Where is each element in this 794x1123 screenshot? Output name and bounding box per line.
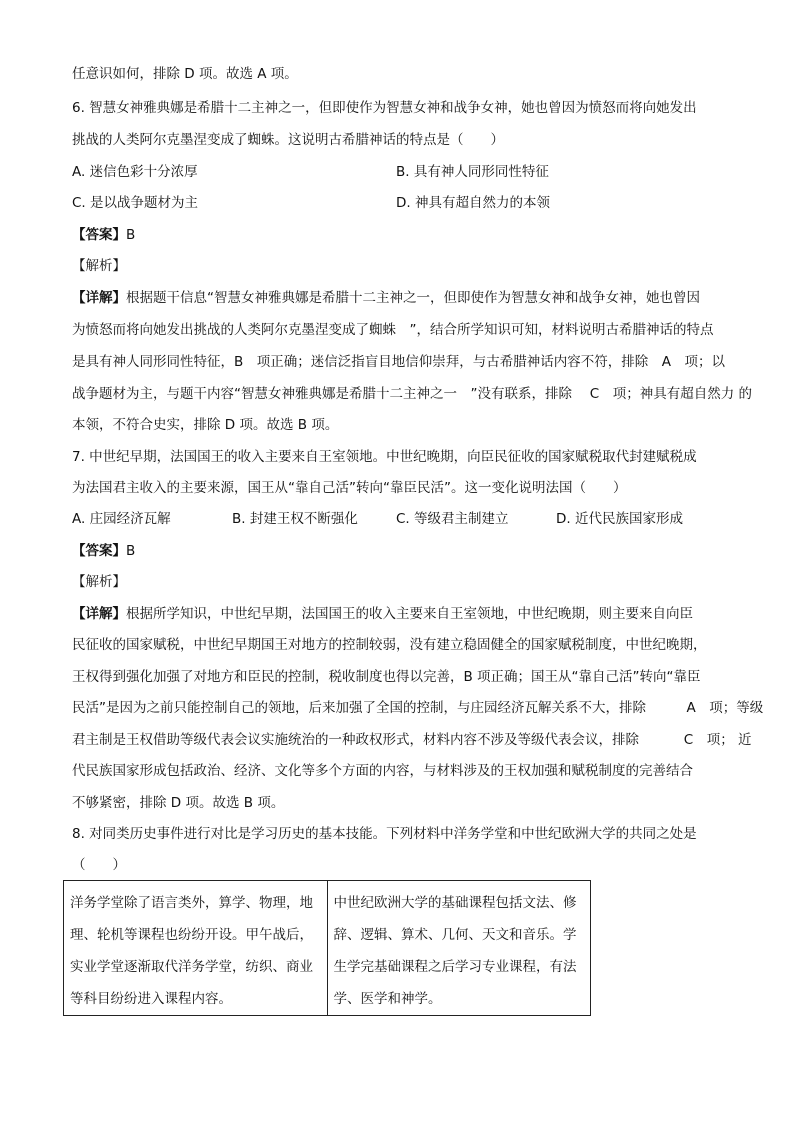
q6-detail-line: 本领，不符合史实，排除 D 项。故选 B 项。 bbox=[72, 417, 339, 433]
cell-line: 生学完基础课程之后学习专业课程，有法 bbox=[333, 959, 577, 975]
question-8-stem-cont: （ ） bbox=[72, 857, 126, 873]
table-cell-westernization-school bbox=[64, 881, 328, 1016]
q7-option-a: A. 庄园经济瓦解 bbox=[72, 511, 171, 527]
q6-option-c: C. 是以战争题材为主 bbox=[72, 195, 199, 211]
q7-detail-line: 民活”是因为之前只能控制自己的领地，后来加强了全国的控制，与庄园经济瓦解关系不大，排除 A 项；等级 bbox=[72, 700, 764, 716]
q6-option-d: D. 神具有超自然力的本领 bbox=[396, 195, 550, 211]
detail-tag: 【详解】 bbox=[72, 606, 126, 622]
q7-detail-line: 不够紧密，排除 D 项。故选 B 项。 bbox=[72, 795, 285, 811]
answer-value: B bbox=[126, 543, 136, 559]
answer-tag: 【答案】 bbox=[72, 543, 126, 559]
q6-answer bbox=[72, 225, 135, 245]
cell-line: 洋务学堂除了语言类外，算学、物理，地 bbox=[70, 895, 313, 911]
table-row bbox=[64, 881, 591, 1016]
q6-analysis-tag: 【解析】 bbox=[72, 258, 126, 274]
question-6-stem-cont: 挑战的人类阿尔克墨涅变成了蜘蛛。这说明古希腊神话的特点是（ ） bbox=[72, 132, 504, 148]
q6-detail-line: 战争题材为主，与题干内容“智慧女神雅典娜是希腊十二主神之一 ”没有联系，排除 C 项；神具有超自然力 的 bbox=[72, 386, 752, 402]
q7-option-b: B. 封建王权不断强化 bbox=[232, 511, 358, 527]
q7-option-c: C. 等级君主制建立 bbox=[396, 511, 509, 527]
q7-detail-line: 代民族国家形成包括政治、经济、文化等多个方面的内容，与材料涉及的王权加强和赋税制度的完善结合 bbox=[72, 763, 693, 779]
q7-detail-line bbox=[72, 604, 693, 624]
answer-tag: 【答案】 bbox=[72, 227, 126, 243]
comparison-table bbox=[63, 880, 591, 1016]
q7-answer bbox=[72, 541, 135, 561]
question-7-stem: 7. 中世纪早期，法国国王的收入主要来自王室领地。中世纪晚期，向臣民征收的国家赋税取代封建赋税成 bbox=[72, 449, 697, 465]
cell-line: 实业学堂逐渐取代洋务学堂，纺织、商业 bbox=[70, 959, 313, 975]
question-8-stem: 8. 对同类历史事件进行对比是学习历史的基本技能。下列材料中洋务学堂和中世纪欧洲大学的共同之处是 bbox=[72, 826, 697, 842]
detail-tag: 【详解】 bbox=[72, 290, 126, 306]
detail-text: 根据所学知识，中世纪早期，法国国王的收入主要来自王室领地，中世纪晚期，则主要来自向臣 bbox=[126, 606, 693, 622]
detail-text: 根据题干信息“智慧女神雅典娜是希腊十二主神之一，但即使作为智慧女神和战争女神，她也曾因 bbox=[126, 290, 700, 306]
q6-detail-line: 是具有神人同形同性特征，B 项正确；迷信泛指盲目地信仰崇拜，与古希腊神话内容不符，排除 A 项；以 bbox=[72, 354, 725, 370]
q7-detail-line: 王权得到强化加强了对地方和臣民的控制，税收制度也得以完善，B 项正确；国王从“靠自己活”转向“靠臣 bbox=[72, 669, 701, 685]
table-cell-medieval-university bbox=[327, 881, 591, 1016]
text-line: 任意识如何，排除 D 项。故选 A 项。 bbox=[72, 66, 298, 82]
cell-line: 等科目纷纷进入课程内容。 bbox=[70, 991, 232, 1007]
cell-line: 学、医学和神学。 bbox=[333, 991, 442, 1007]
cell-line: 中世纪欧洲大学的基础课程包括文法、修 bbox=[333, 895, 577, 911]
cell-line: 理、轮机等课程也纷纷开设。甲午战后， bbox=[70, 927, 313, 943]
q6-detail-line: 为愤怒而将向她发出挑战的人类阿尔克墨涅变成了蜘蛛 ”，结合所学知识可知，材料说明古希腊神话的特点 bbox=[72, 322, 714, 338]
q6-detail-line bbox=[72, 288, 700, 308]
question-7-stem-cont: 为法国君主收入的主要来源，国王从“靠自己活”转向“靠臣民活”。这一变化说明法国（ ） bbox=[72, 480, 627, 496]
q7-detail-line: 君主制是王权借助等级代表会议实施统治的一种政权形式，材料内容不涉及等级代表会议，排除 C 项； 近 bbox=[72, 732, 752, 748]
q7-analysis-tag: 【解析】 bbox=[72, 574, 126, 590]
cell-line: 辞、逻辑、算术、几何、天文和音乐。学 bbox=[333, 927, 577, 943]
q6-option-b: B. 具有神人同形同性特征 bbox=[396, 164, 549, 180]
q7-detail-line: 民征收的国家赋税，中世纪早期国王对地方的控制较弱，没有建立稳固健全的国家赋税制度，中世纪晚期， bbox=[72, 637, 707, 653]
question-6-stem: 6. 智慧女神雅典娜是希腊十二主神之一，但即使作为智慧女神和战争女神，她也曾因为愤怒而将向她发出 bbox=[72, 100, 697, 116]
q6-option-a: A. 迷信色彩十分浓厚 bbox=[72, 164, 198, 180]
q7-option-d: D. 近代民族国家形成 bbox=[556, 511, 683, 527]
answer-value: B bbox=[126, 227, 136, 243]
